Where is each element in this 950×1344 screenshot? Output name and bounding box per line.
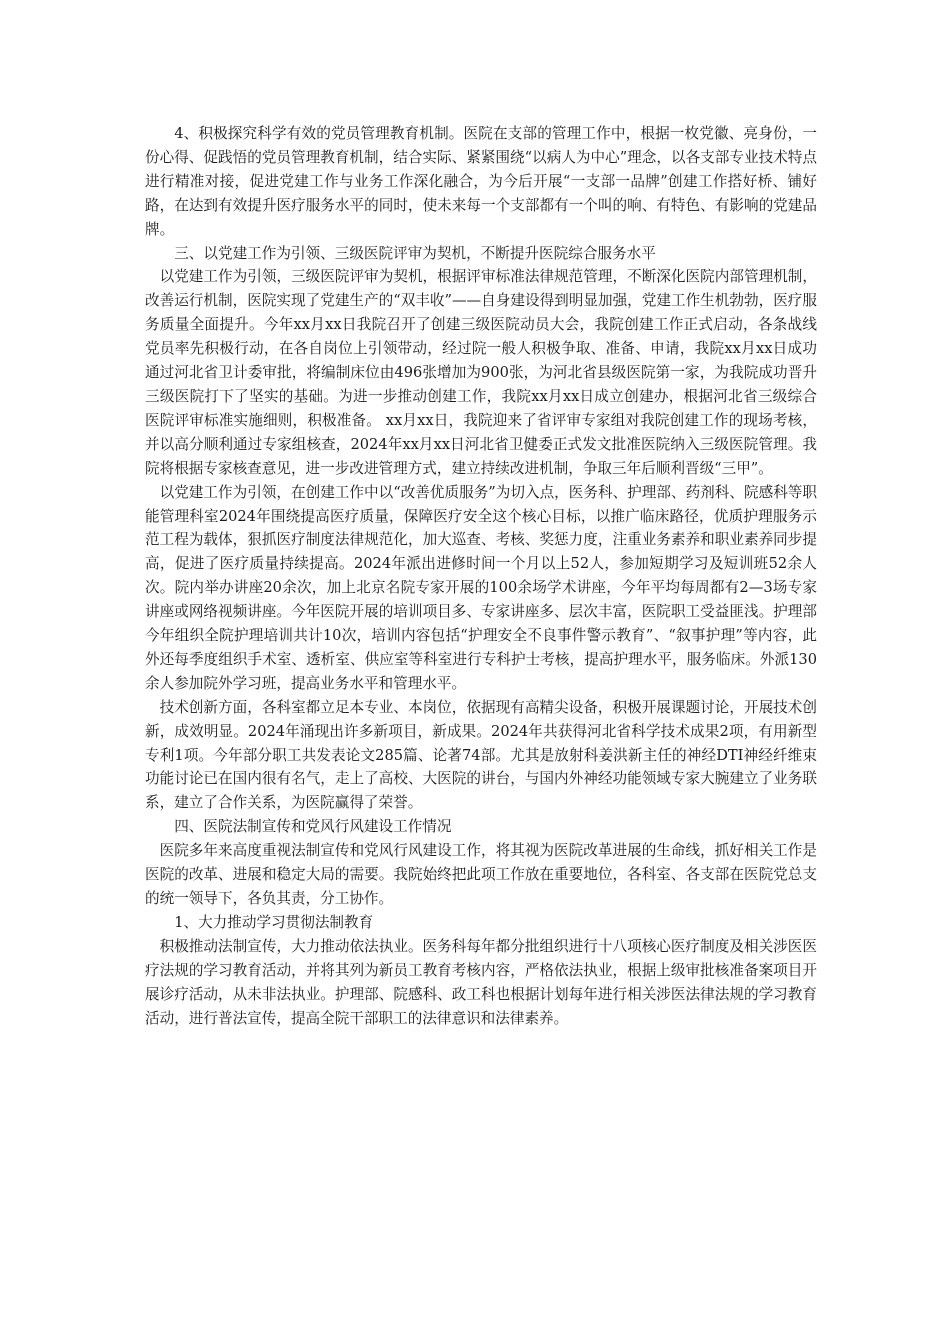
subsection-heading-1: 1、大力推动学习贯彻法制教育 bbox=[174, 913, 374, 931]
paragraph-hospital-review: 以党建工作为引领，三级医院评审为契机，根据评审标准法律规范管理，不断深化医院内部管理机制，改善运行机制，医院实现了党建生产的“双丰收”——自身建设得到明显加强，党建工作生机勃勃，医疗服务质量全面提升。今年xx月xx日我院召开了创建三级医院动员大会，我院创建工作正式启动，各条战线党员率先积极行动，在各自岗位上引领带动，经过院一般人积极争取、准备、申请，我院xx月xx日成功通过河北省卫计委审批，将编制床位由496张增加为900张，为河北省县级医院第一家，为我院成功晋升三级医院打下了坚实的基础。为进一步推动创建工作，我院xx月xx日成立创建办，根据河北省三级综合医院评审标准实施细则，积极准备。 xx月xx日，我院迎来了省评审专家组对我院创建工作的现场考核，并以高分顺利通过专家组核查，2024年xx月xx日河北省卫健委正式发文批准医院纳入三级医院管理。我院将根据专家核查意见，进一步改进管理方式，建立持续改进机制，争取三年后顺利晋级“三甲”。 bbox=[145, 268, 817, 477]
section-heading-3: 三、以党建工作为引领、三级医院评审为契机，不断提升医院综合服务水平 bbox=[174, 244, 656, 262]
document-page bbox=[145, 122, 817, 1030]
paragraph-legal-publicity: 医院多年来高度重视法制宣传和党风行风建设工作，将其视为医院改革进展的生命线，抓好相关工作是医院的改革、进展和稳定大局的需要。我院始终把此项工作放在重要地位，各科室、各支部在医院党总支的统一领导下，各负其责，分工协作。 bbox=[145, 842, 817, 907]
section-heading-4: 四、医院法制宣传和党风行风建设工作情况 bbox=[174, 818, 452, 836]
paragraph-party-member-education: 4、积极探究科学有效的党员管理教育机制。医院在支部的管理工作中，根据一枚党徽、亮身份，一份心得、促践悟的党员管理教育机制，结合实际、紧紧围绕“以病人为中心”理念，以各支部专业技术特点进行精准对接，促进党建工作与业务工作深化融合，为今后开展“一支部一品牌”创建工作搭好桥、铺好路，在达到有效提升医疗服务水平的同时，使未来每一个支部都有一个叫的响、有特色、有影响的党建品牌。 bbox=[145, 125, 817, 238]
paragraph-tech-innovation: 技术创新方面，各科室都立足本专业、本岗位，依据现有高精尖设备，积极开展课题讨论，开展技术创新，成效明显。2024年涌现出许多新项目，新成果。2024年共获得河北省科学技术成果2项，有用新型专利1项。今年部分职工共发表论文285篇、论著74部。尤其是放射科姜洪新主任的神经DTI神经纤维束功能讨论已在国内很有名气，走上了高校、大医院的讲台，与国内外神经功能领域专家大腕建立了业务联系，建立了合作关系，为医院赢得了荣誉。 bbox=[145, 698, 817, 812]
paragraph-quality-service: 以党建工作为引领，在创建工作中以“改善优质服务”为切入点，医务科、护理部、药剂科、院感科等职能管理科室2024年围绕提高医疗质量，保障医疗安全这个核心目标，以推广临床路径，优质护理服务示范工程为载体，狠抓医疗制度法律规范化，加大巡查、考核、奖惩力度，注重业务素养和职业素养同步提高，促进了医疗质量持续提高。2024年派出进修时间一个月以上52人，参加短期学习及短训班52余人次。院内举办讲座20余次，加上北京名院专家开展的100余场学术讲座，今年平均每周都有2—3场专家讲座或网络视频讲座。今年医院开展的培训项目多、专家讲座多、层次丰富，医院职工受益匪浅。护理部今年组织全院护理培训共计10次，培训内容包括“护理安全不良事件警示教育”、“叙事护理”等内容，此外还每季度组织手术室、透析室、供应室等科室进行专科护士考核，提高护理水平，服务临床。外派130余人参加院外学习班，提高业务水平和管理水平。 bbox=[145, 483, 817, 692]
paragraph-legal-education: 积极推动法制宣传，大力推动依法执业。医务科每年都分批组织进行十八项核心医疗制度及相关涉医医疗法规的学习教育活动，并将其列为新员工教育考核内容，严格依法执业，根据上级审批核准备案项目开展诊疗活动，从未非法执业。护理部、院感科、政工科也根据计划每年进行相关涉医法律法规的学习教育活动，进行普法宣传，提高全院干部职工的法律意识和法律素养。 bbox=[145, 937, 817, 1027]
